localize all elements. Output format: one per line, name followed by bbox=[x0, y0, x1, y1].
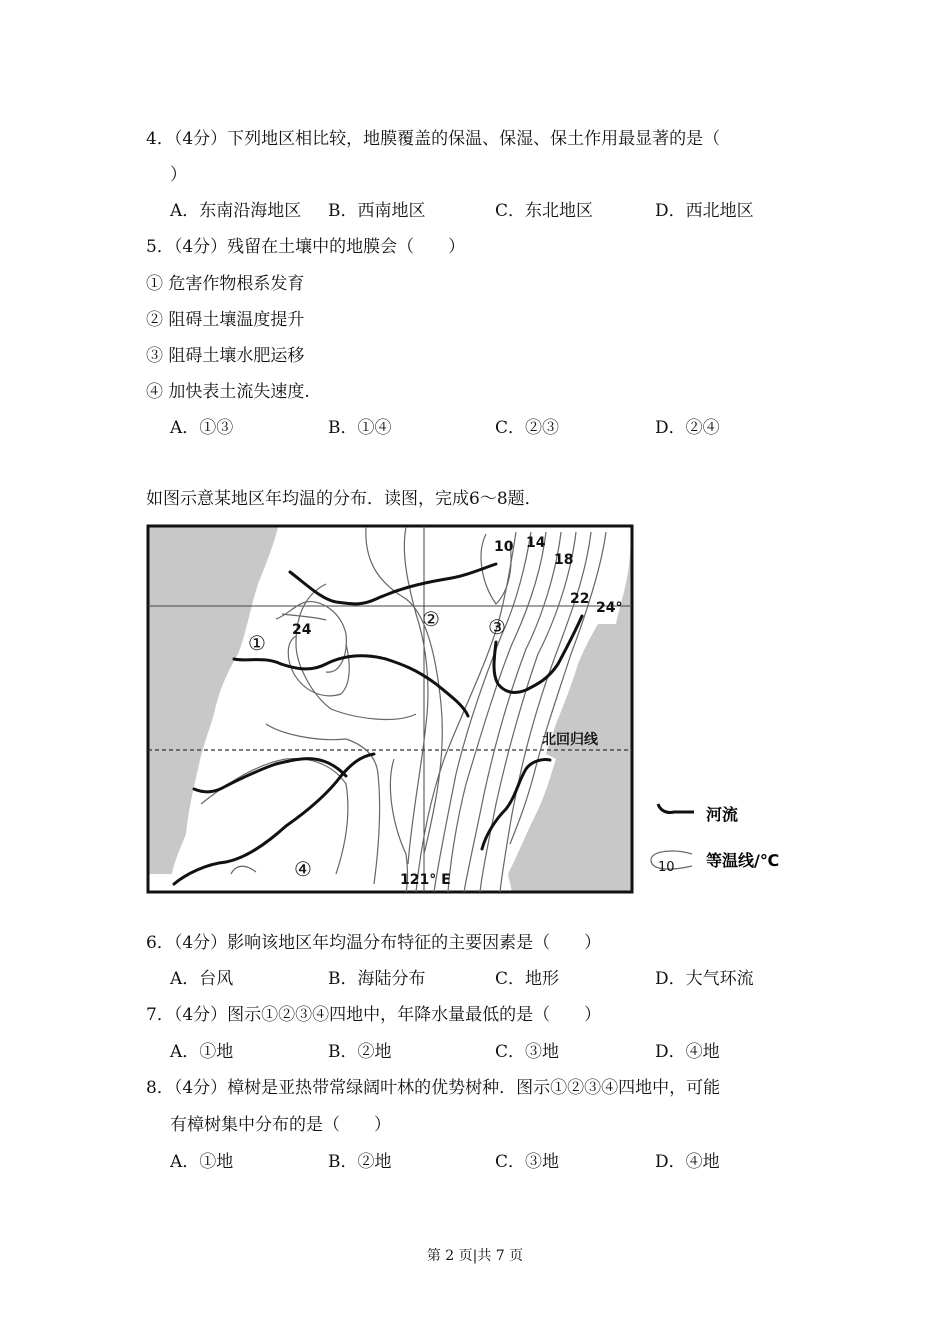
q8-stem-continued: 有樟树集中分布的是（ ） bbox=[170, 1115, 391, 1135]
isotherm-label-10: 10 bbox=[494, 539, 514, 555]
site-1-label: ① bbox=[248, 631, 266, 655]
q5-option-c: C．②③ bbox=[495, 418, 560, 438]
q5-option-d: D．②④ bbox=[655, 418, 720, 438]
q5-item-4: ④ 加快表土流失速度. bbox=[146, 382, 310, 402]
legend-river-label: 河流 bbox=[706, 805, 739, 824]
q6-stem: 6．（4分）影响该地区年均温分布特征的主要因素是（ ） bbox=[146, 933, 602, 953]
q5-option-a: A．①③ bbox=[170, 418, 234, 438]
q6-option-b: B．海陆分布 bbox=[328, 969, 426, 989]
q6-option-c: C．地形 bbox=[495, 969, 560, 989]
q8-option-c: C．③地 bbox=[495, 1152, 560, 1172]
q5-stem: 5．（4分）残留在土壤中的地膜会（ ） bbox=[146, 237, 466, 257]
q7-option-d: D．④地 bbox=[655, 1042, 720, 1062]
legend-isotherm-sample: 10 bbox=[658, 860, 675, 875]
tropic-label: 北回归线 bbox=[542, 732, 598, 748]
q7-option-c: C．③地 bbox=[495, 1042, 560, 1062]
q4-stem-continued: ） bbox=[170, 165, 187, 185]
q7-stem: 7．（4分）图示①②③④四地中，年降水量最低的是（ ） bbox=[146, 1005, 602, 1025]
isotherm-label-18: 18 bbox=[554, 552, 574, 568]
site-4-label: ④ bbox=[294, 857, 312, 881]
q8-option-d: D．④地 bbox=[655, 1152, 720, 1172]
isotherm-label-22: 22 bbox=[570, 591, 590, 607]
isotherm-map-svg bbox=[146, 524, 806, 896]
q8-option-a: A．①地 bbox=[170, 1152, 234, 1172]
q5-option-b: B．①④ bbox=[328, 418, 392, 438]
isotherm-label-24: 24 bbox=[292, 622, 312, 638]
map-legend bbox=[651, 804, 779, 875]
q5-item-1: ① 危害作物根系发育 bbox=[146, 274, 305, 294]
sea-west bbox=[149, 527, 278, 874]
q7-option-a: A．①地 bbox=[170, 1042, 234, 1062]
latitude-label: 24° bbox=[596, 600, 623, 616]
site-3-label: ③ bbox=[488, 615, 506, 639]
q4-stem: 4．（4分）下列地区相比较，地膜覆盖的保温、保湿、保土作用最显著的是（ bbox=[146, 129, 721, 149]
isotherm-label-14: 14 bbox=[526, 535, 546, 551]
q4-option-b: B．西南地区 bbox=[328, 201, 426, 221]
site-2-label: ② bbox=[422, 607, 440, 631]
isotherm-map bbox=[146, 524, 806, 901]
q4-option-d: D．西北地区 bbox=[655, 201, 754, 221]
q5-item-3: ③ 阻碍土壤水肥运移 bbox=[146, 346, 305, 366]
sea-east bbox=[508, 527, 632, 892]
q7-option-b: B．②地 bbox=[328, 1042, 392, 1062]
map-intro: 如图示意某地区年均温的分布．读图，完成6～8题． bbox=[146, 489, 542, 509]
q8-option-b: B．②地 bbox=[328, 1152, 392, 1172]
q4-option-c: C．东北地区 bbox=[495, 201, 594, 221]
q6-option-a: A．台风 bbox=[170, 969, 234, 989]
q8-stem: 8．（4分）樟树是亚热带常绿阔叶林的优势树种．图示①②③④四地中，可能 bbox=[146, 1078, 721, 1098]
longitude-label: 121° E bbox=[400, 872, 451, 888]
page-footer: 第 2 页|共 7 页 bbox=[426, 1248, 524, 1264]
q4-option-a: A．东南沿海地区 bbox=[170, 201, 302, 221]
legend-isotherm-label: 等温线/℃ bbox=[706, 851, 780, 870]
legend-river-symbol bbox=[658, 804, 694, 813]
q5-item-2: ② 阻碍土壤温度提升 bbox=[146, 310, 305, 330]
q6-option-d: D．大气环流 bbox=[655, 969, 754, 989]
